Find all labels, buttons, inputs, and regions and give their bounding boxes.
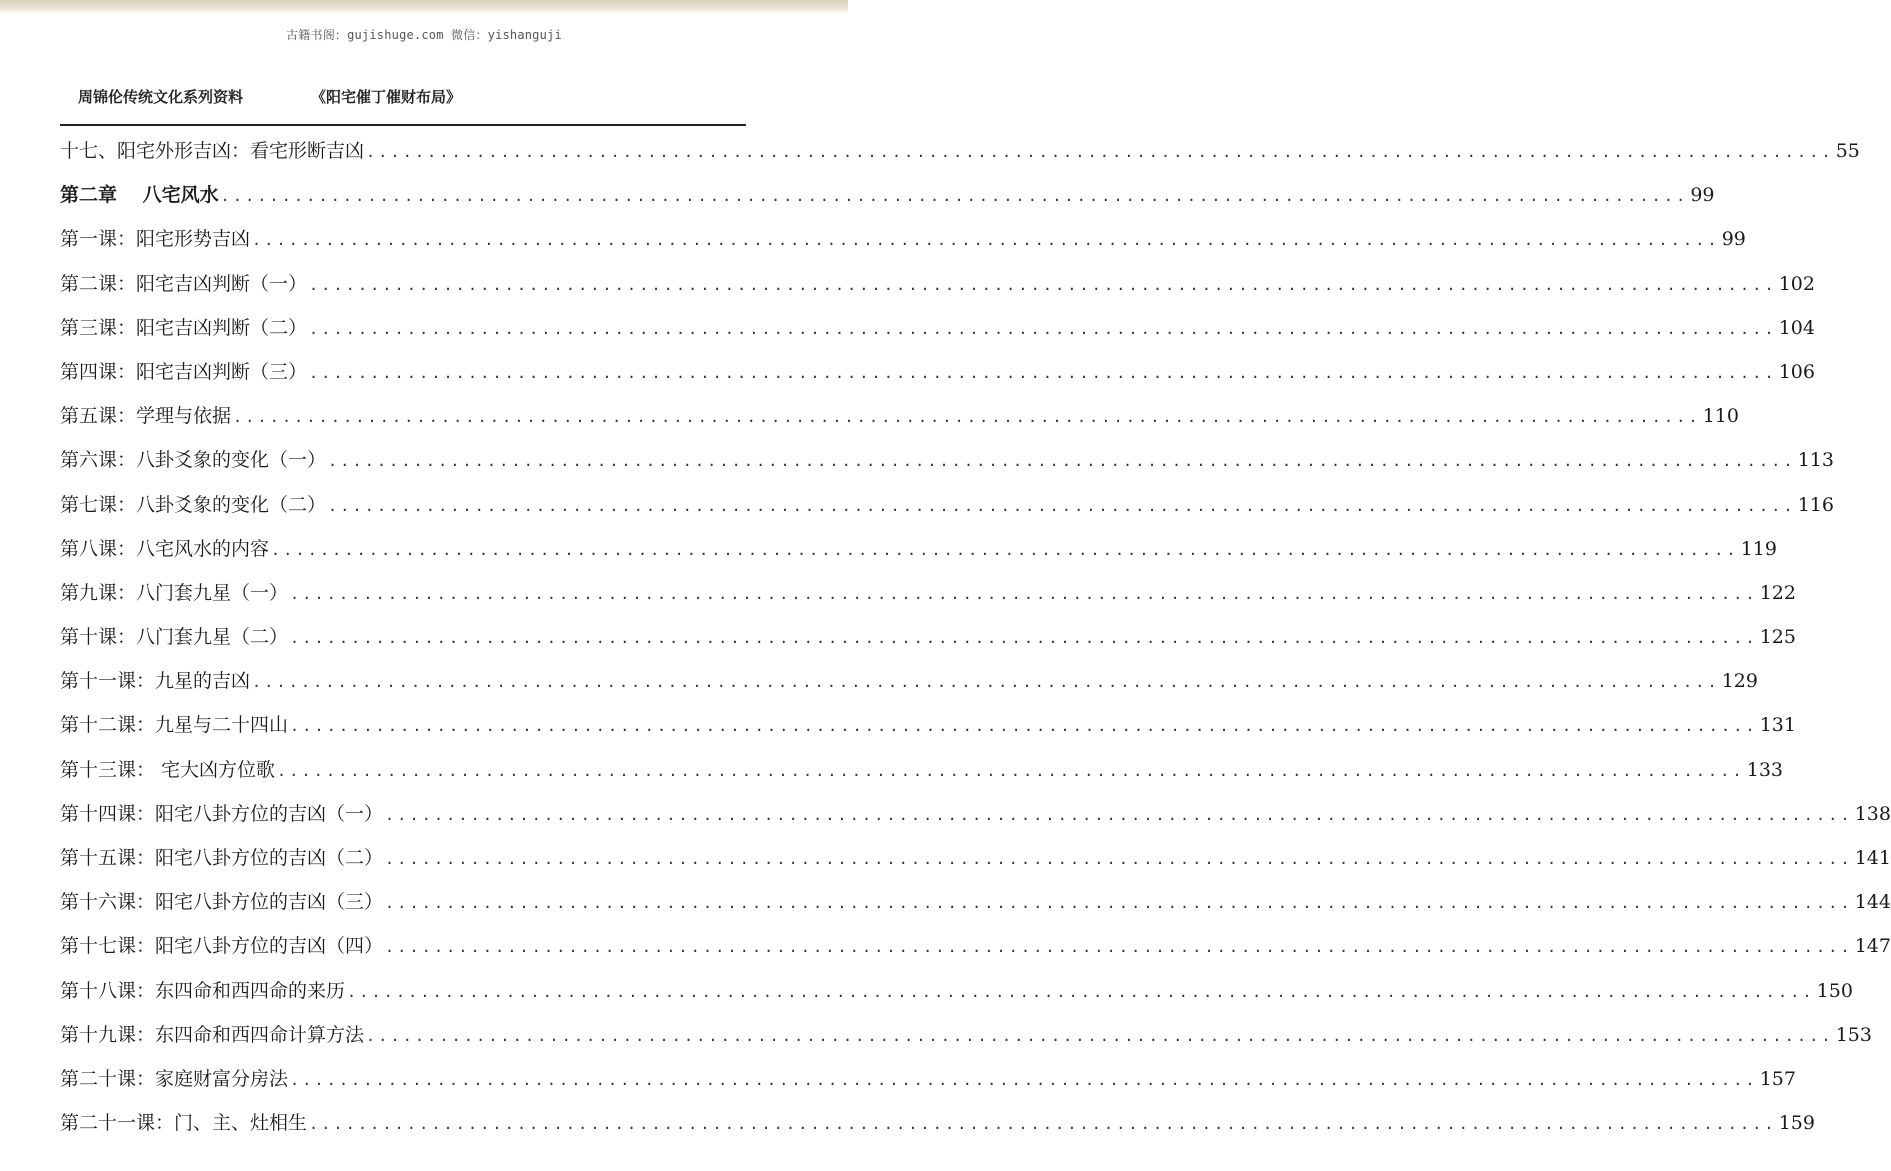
toc-page-number: 131 (1759, 714, 1796, 737)
toc-entry[interactable] (60, 929, 1891, 973)
toc-leader-dots: ........................................................................................................................ (252, 673, 1720, 692)
toc-leader-dots: ........................................................................................................................ (366, 1026, 1834, 1045)
toc-entry-title: 第十四课：阳宅八卦方位的吉凶（一） (60, 802, 384, 825)
toc-leader-dots: ........................................................................................................................ (290, 629, 1758, 648)
toc-entry[interactable] (60, 620, 1796, 664)
toc-page-number: 116 (1797, 493, 1834, 516)
toc-page-number: 159 (1778, 1112, 1815, 1135)
toc-entry[interactable] (60, 488, 1834, 532)
toc-page-number: 122 (1759, 581, 1796, 604)
toc-page-number: 153 (1835, 1023, 1872, 1046)
toc-entry[interactable] (60, 355, 1815, 399)
toc-leader-dots: ........................................................................................................................ (277, 761, 1745, 780)
toc-entry-title: 第八课：八宅风水的内容 (60, 537, 270, 560)
toc-entry-title: 第十二课：九星与二十四山 (60, 714, 289, 737)
toc-leader-dots: ........................................................................................................................ (290, 1070, 1758, 1089)
toc-leader-dots: ........................................................................................................................ (366, 143, 1834, 161)
toc-leader-dots: ........................................................................................................................ (385, 850, 1853, 868)
toc-leader-dots: ........................................................................................................................ (233, 408, 1701, 427)
toc-entry[interactable] (60, 399, 1739, 443)
toc-page-number: 157 (1759, 1067, 1796, 1090)
toc-leader-dots: ........................................................................................................................ (309, 363, 1777, 382)
toc-leader-dots: ........................................................................................................................ (385, 894, 1853, 913)
toc-page-number: 133 (1746, 758, 1784, 781)
toc-entry-title: 第十课：八门套九星（二） (60, 626, 289, 649)
toc-entry-title: 第二十课：家庭财富分房法 (60, 1067, 289, 1090)
toc-entry[interactable] (60, 1062, 1796, 1106)
toc-leader-dots: ........................................................................................................................ (309, 1115, 1777, 1134)
toc-entry-title: 第十七课：阳宅八卦方位的吉凶（四） (60, 935, 384, 958)
toc-entry-title: 第十三课： 宅大凶方位歌 (60, 758, 276, 781)
toc-entry-title: 第十五课：阳宅八卦方位的吉凶（二） (60, 847, 384, 869)
toc-page-number: 144 (1854, 891, 1891, 914)
toc-leader-dots: ........................................................................................................................ (252, 231, 1720, 250)
toc-entry[interactable] (60, 267, 1815, 311)
toc-leader-dots: ........................................................................................................................ (290, 584, 1758, 603)
toc-page-number: 110 (1702, 405, 1739, 428)
toc-entry[interactable] (60, 532, 1777, 576)
toc-entry[interactable] (60, 664, 1758, 708)
toc-entry-title: 第六课：八卦爻象的变化（一） (60, 449, 327, 472)
toc-page-number: 55 (1835, 140, 1860, 162)
toc-leader-dots: ........................................................................................................................ (328, 496, 1796, 515)
toc-entry-title: 第四课：阳宅吉凶判断（三） (60, 360, 308, 383)
toc-page-number: 125 (1759, 626, 1796, 649)
toc-page-number: 102 (1778, 272, 1815, 295)
toc-entry-title: 第五课：学理与依据 (60, 405, 232, 428)
toc-chapter-title: 第二章 八宅风水 (60, 184, 219, 207)
toc-leader-dots: ........................................................................................................................ (309, 275, 1777, 294)
toc-entry-title: 第二课：阳宅吉凶判断（一） (60, 272, 308, 295)
toc-entry[interactable] (60, 311, 1815, 355)
toc-entry[interactable] (60, 974, 1853, 1018)
toc-page-number: 147 (1854, 935, 1891, 958)
toc-entry[interactable] (60, 797, 1891, 841)
toc-entry[interactable] (60, 841, 1891, 885)
page-top-edge (0, 0, 848, 14)
toc-entry[interactable] (60, 708, 1796, 752)
toc-page-number: 99 (1721, 228, 1746, 251)
toc-leader-dots: ........................................................................................................................ (385, 805, 1853, 824)
toc-entry[interactable] (60, 222, 1746, 266)
table-of-contents (60, 134, 1891, 1150)
toc-entry-title: 第七课：八卦爻象的变化（二） (60, 493, 327, 516)
toc-entry-title: 第九课：八门套九星（一） (60, 581, 289, 604)
toc-entry-title: 第十一课：九星的吉凶 (60, 670, 251, 693)
toc-leader-dots: ........................................................................................................................ (309, 319, 1777, 338)
toc-leader-dots: ........................................................................................................................ (271, 540, 1739, 559)
toc-entry-title: 第十八课：东四命和西四命的来历 (60, 979, 346, 1002)
toc-entry[interactable] (60, 753, 1784, 797)
toc-entry[interactable] (60, 1106, 1815, 1150)
running-header (78, 86, 738, 108)
toc-entry[interactable] (60, 134, 1860, 178)
toc-page-number: 113 (1797, 449, 1834, 472)
toc-page-number: 119 (1740, 537, 1777, 560)
header-rule (60, 124, 746, 126)
toc-leader-dots: ........................................................................................................................ (290, 717, 1758, 736)
toc-page-number: 141 (1854, 847, 1891, 869)
toc-page-number: 138 (1854, 802, 1891, 825)
toc-entry[interactable] (60, 576, 1796, 620)
toc-entry[interactable] (60, 178, 1715, 222)
toc-entry-title: 第三课：阳宅吉凶判断（二） (60, 316, 308, 339)
toc-entry[interactable] (60, 1018, 1872, 1062)
toc-entry[interactable] (60, 443, 1834, 487)
toc-leader-dots: ........................................................................................................................ (220, 187, 1689, 206)
toc-page-number: 129 (1721, 670, 1758, 693)
watermark-text: 古籍书阁：gujishuge.com 微信：yishanguji (286, 28, 562, 42)
toc-leader-dots: ........................................................................................................................ (385, 938, 1853, 957)
toc-page-number: 106 (1778, 360, 1815, 383)
toc-leader-dots: ........................................................................................................................ (347, 982, 1815, 1001)
toc-entry-title: 第一课：阳宅形势吉凶 (60, 228, 251, 251)
toc-leader-dots: ........................................................................................................................ (328, 452, 1796, 471)
book-title: 《阳宅催丁催财布局》 (311, 88, 462, 106)
toc-entry-title: 十七、阳宅外形吉凶：看宅形断吉凶 (60, 140, 365, 162)
toc-entry[interactable] (60, 885, 1891, 929)
toc-page-number: 104 (1778, 316, 1815, 339)
toc-page-number: 150 (1816, 979, 1853, 1002)
toc-entry-title: 第二十一课：门、主、灶相生 (60, 1112, 308, 1135)
toc-page-number: 99 (1690, 184, 1715, 207)
toc-entry-title: 第十九课：东四命和西四命计算方法 (60, 1023, 365, 1046)
series-title: 周锦伦传统文化系列资料 (78, 88, 244, 106)
toc-entry-title: 第十六课：阳宅八卦方位的吉凶（三） (60, 891, 384, 914)
